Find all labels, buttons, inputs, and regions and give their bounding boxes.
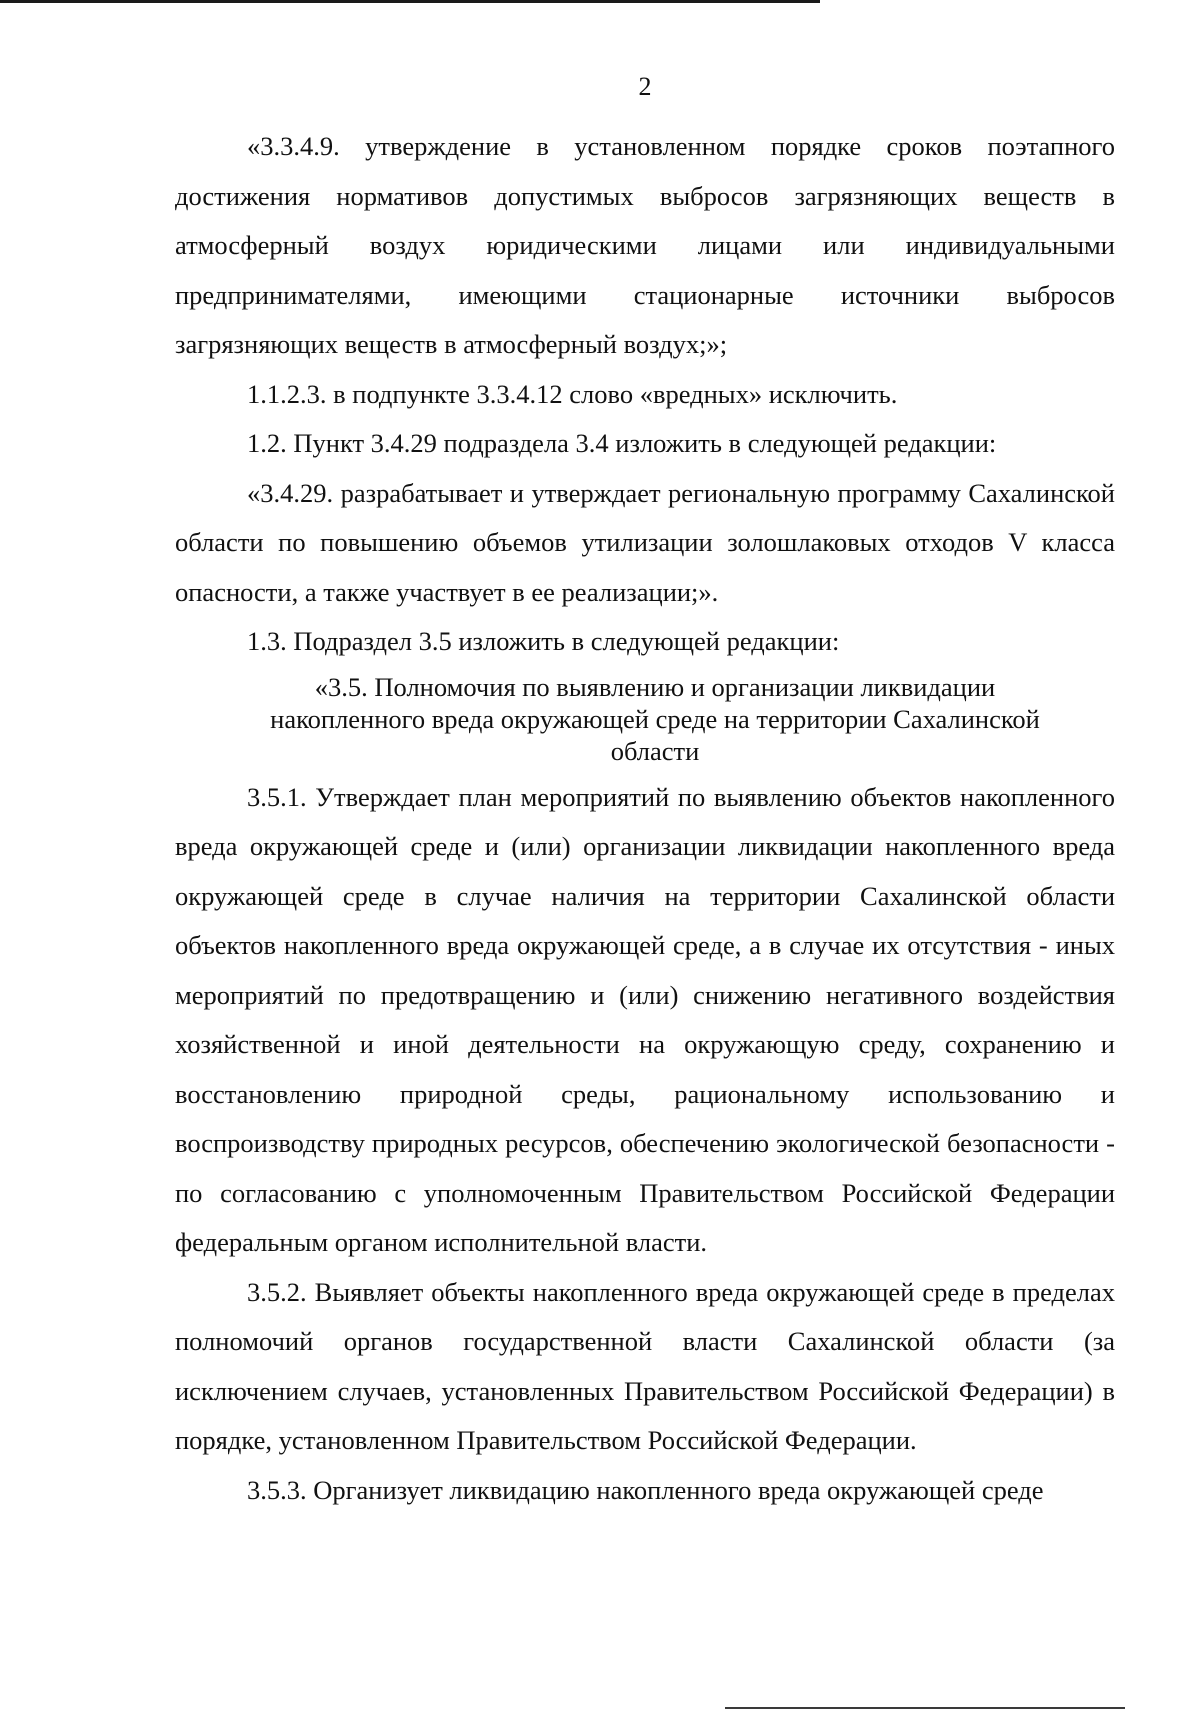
paragraph-3-3-4-9: «3.3.4.9. утверждение в установленном порядке сроков поэтапного достижения нормативов допустимых выбросов загрязняющих веществ в атмосферный воздух юридическими лицами или индивидуальными предпринимателями, имеющими стационарные источники выбросов загрязняющих веществ в атмосферный воздух;»; [175,131,1115,359]
document-page [175,60,1115,1515]
paragraph-3-5-1: 3.5.1. Утверждает план мероприятий по выявлению объектов накопленного вреда окружающей среде и (или) организации ликвидации накопленного вреда окружающей среде в случае наличия на территории Сахалинской области объектов накопленного вреда окружающей среде, а в случае их отсутствия - иных мероприятий по предотвращению и (или) снижению негативного воздействия хозяйственной и иной деятельности на окружающую среду, сохранению и восстановлению природной среды, рациональному использованию и воспроизводству природных ресурсов, обеспечению экологической безопасности - по согласованию с уполномоченным Правительством Российской Федерации федеральным органом исполнительной власти. [175,781,1115,1257]
section-heading-3-5 [195,671,1095,767]
paragraph-1-1-2-3: 1.1.2.3. в подпункте 3.3.4.12 слово «вредных» исключить. [247,378,898,409]
section-heading-line-2: накопленного вреда окружающей среде на территории Сахалинской [270,703,1040,734]
paragraph-3-5-2: 3.5.2. Выявляет объекты накопленного вреда окружающей среде в пределах полномочий органов государственной власти Сахалинской области (за исключением случаев, установленных Правительством Российской Федерации) в порядке, установленном Правительством Российской Федерации. [175,1276,1115,1455]
paragraph-1-2: 1.2. Пункт 3.4.29 подраздела 3.4 изложить в следующей редакции: [247,428,997,458]
section-heading-line-1: «3.5. Полномочия по выявлению и организации ликвидации [314,671,996,702]
paragraph-3-4-29: «3.4.29. разрабатывает и утверждает региональную программу Сахалинской области по повышению объемов утилизации золошлаковых отходов V класса опасности, а также участвует в ее реализации;». [175,477,1115,607]
section-heading-line-3: области [610,735,700,766]
paragraph-1-3: 1.3. Подраздел 3.5 изложить в следующей редакции: [247,626,840,656]
bottom-scan-edge-line [725,1707,1125,1709]
paragraph-3-5-3: 3.5.3. Организует ликвидацию накопленного вреда окружающей среде [247,1474,1044,1505]
top-scan-edge-line [0,0,820,3]
page-number: 2 [638,72,652,101]
